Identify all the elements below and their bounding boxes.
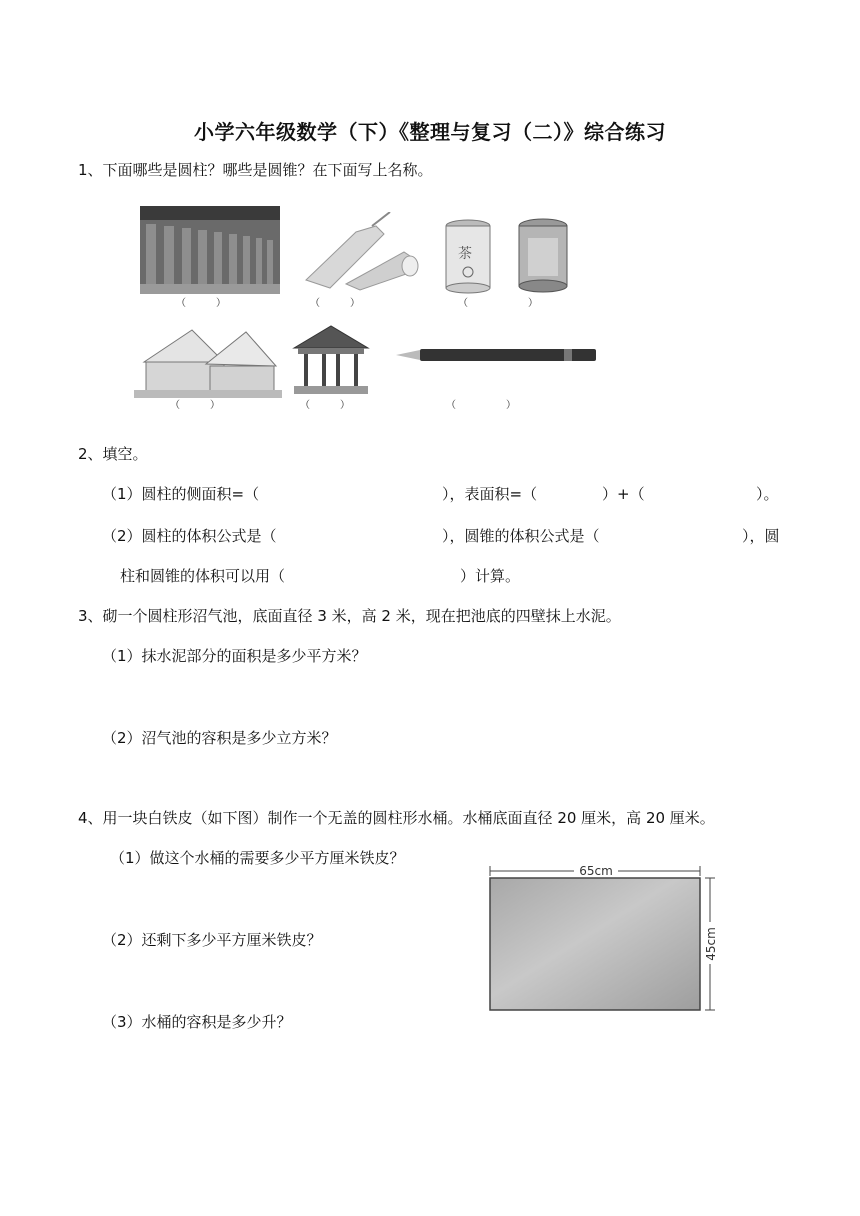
- conical-huts-image: [134, 322, 282, 398]
- q2-line2-part-a: （2）圆柱的体积公式是（: [102, 527, 277, 545]
- q2-line1-part-b: ），表面积=（: [442, 485, 538, 503]
- q2-line3-part-a: 柱和圆锥的体积可以用（: [120, 567, 286, 585]
- tea-canister-image: [440, 218, 496, 294]
- answer-blank[interactable]: （ ）: [170, 400, 220, 411]
- question-4-sub-2: （2）还剩下多少平方厘米铁皮？: [102, 931, 322, 949]
- question-4-text: 4、用一块白铁皮（如下图）制作一个无盖的圆柱形水桶。水桶底面直径 20 厘米，高 20 厘米。: [78, 809, 715, 827]
- temple-columns-image: [140, 206, 280, 294]
- figure-width-label: 65cm: [579, 864, 613, 878]
- figure-height-label: 45cm: [704, 927, 718, 961]
- pencil-brush-image: [396, 342, 602, 368]
- bamboo-shoots-image: [286, 212, 426, 292]
- answer-blank[interactable]: （ ）: [310, 298, 360, 309]
- question-4-sub-3: （3）水桶的容积是多少升？: [102, 1013, 292, 1031]
- answer-blank[interactable]: （ ）: [446, 400, 516, 411]
- answer-blank[interactable]: （ ）: [300, 400, 350, 411]
- question-3-sub-2: （2）沼气池的容积是多少立方米？: [102, 729, 337, 747]
- q2-line1-part-d: ）。: [756, 485, 779, 503]
- page-title: 小学六年级数学（下）《整理与复习（二）》综合练习: [194, 120, 666, 144]
- answer-blank[interactable]: （ ）: [176, 298, 226, 309]
- q2-line3-part-b: ）计算。: [460, 567, 521, 585]
- svg-text:茶: 茶: [458, 246, 472, 262]
- can-image: [514, 218, 572, 294]
- q2-line1-part-a: （1）圆柱的侧面积=（: [102, 485, 260, 503]
- question-3-text: 3、砌一个圆柱形沼气池，底面直径 3 米，高 2 米，现在把池底的四壁抹上水泥。: [78, 607, 621, 625]
- answer-blank[interactable]: （ ）: [458, 298, 538, 309]
- q2-line2-part-c: ），圆: [742, 527, 780, 545]
- q2-line1-part-c: ）+（: [602, 485, 645, 503]
- question-4-sub-1: （1）做这个水桶的需要多少平方厘米铁皮？: [110, 849, 405, 867]
- question-1-text: 1、下面哪些是圆柱？哪些是圆锥？在下面写上名称。: [78, 161, 433, 179]
- pavilion-image: [290, 322, 372, 398]
- sheet-metal-figure: [476, 860, 730, 1018]
- question-3-sub-1: （1）抹水泥部分的面积是多少平方米？: [102, 647, 367, 665]
- q2-line2-part-b: ），圆锥的体积公式是（: [442, 527, 600, 545]
- question-2-heading: 2、填空。: [78, 445, 148, 463]
